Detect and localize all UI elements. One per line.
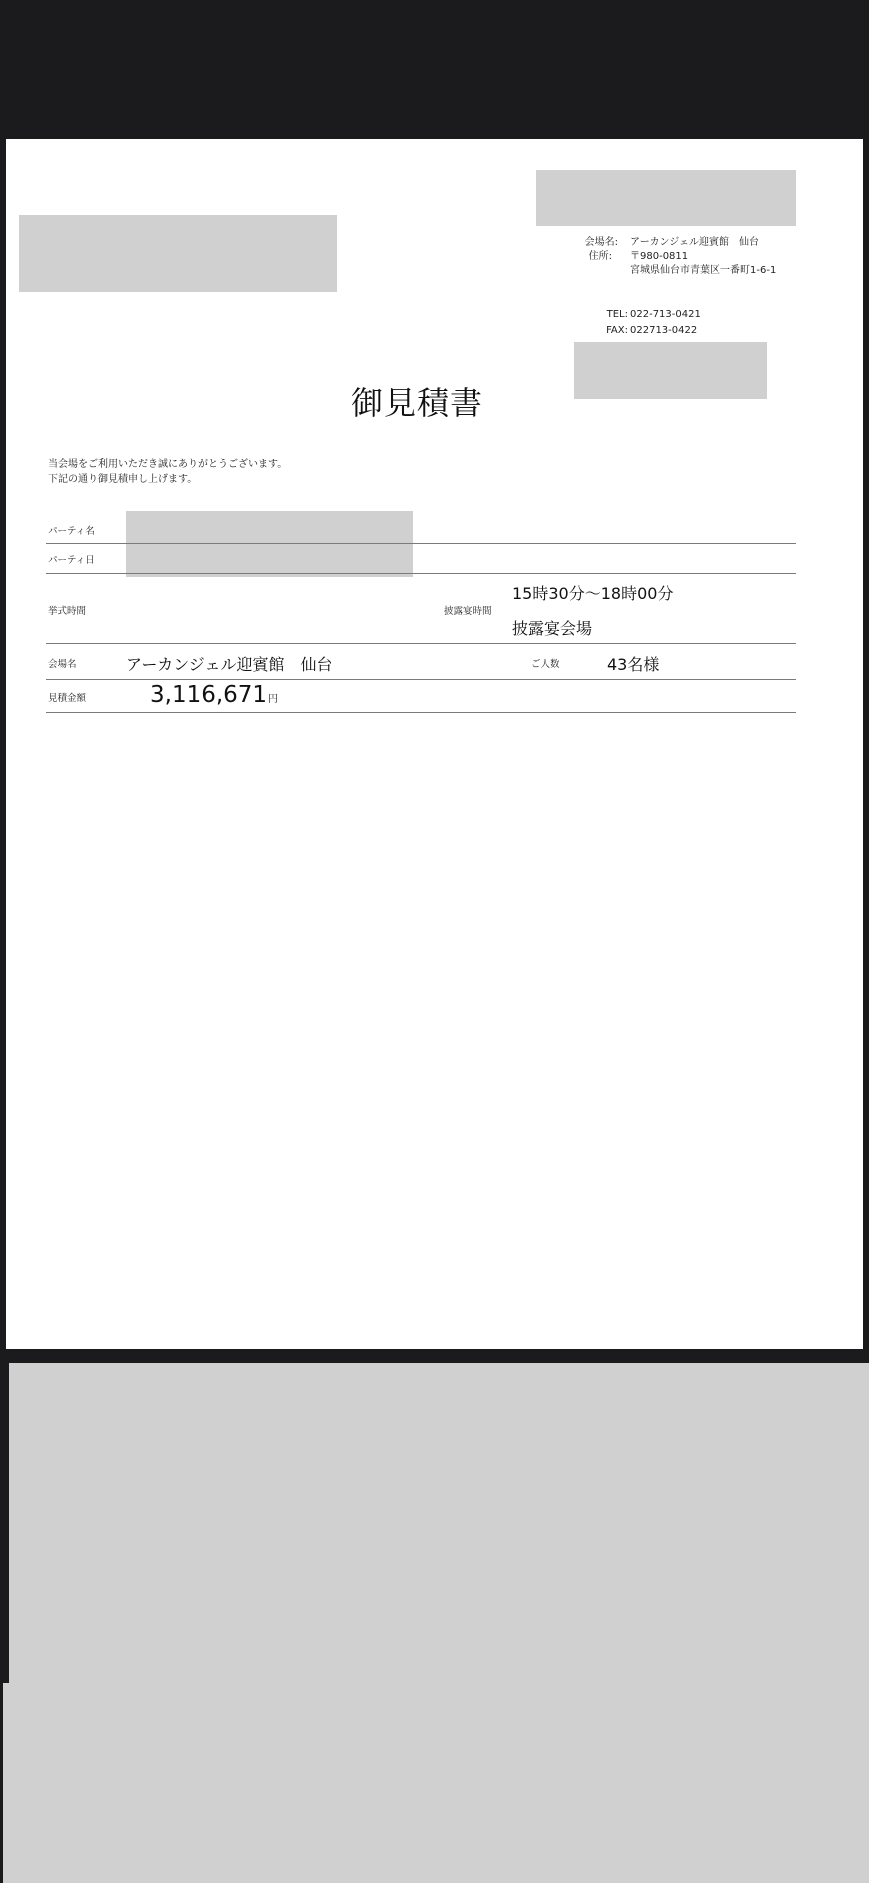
ceremony-time-label: 挙式時間: [48, 606, 87, 617]
estimate-label: 見積金額: [48, 693, 87, 704]
redacted-logo-area: [536, 170, 796, 226]
venue-name-value: アーカンジェル迎賓館 仙台: [630, 237, 760, 248]
venue-value: アーカンジェル迎賓館 仙台: [126, 655, 333, 674]
address-label: 住所:: [588, 251, 612, 262]
currency-unit: 円: [268, 694, 278, 705]
redacted-recipient-area: [19, 215, 337, 292]
guests-value: 43名様: [607, 655, 660, 674]
reception-hall-value: 披露宴会場: [512, 619, 593, 638]
greeting-text: [48, 457, 287, 487]
document-page: [6, 139, 863, 1349]
estimate-amount: 3,116,671: [150, 682, 268, 708]
party-date-label: パーティ日: [48, 555, 95, 566]
row-divider: [46, 573, 796, 574]
fax-value: 022713-0422: [630, 325, 698, 336]
reception-time-label: 披露宴時間: [444, 606, 492, 617]
row-divider: [46, 679, 796, 680]
document-title: 御見積書: [350, 384, 483, 422]
redacted-bottom-panel: [9, 1363, 869, 1683]
greeting-line-2: 下記の通り御見積申し上げます。: [48, 474, 198, 485]
row-divider: [46, 643, 796, 644]
reception-time-value: 15時30分～18時00分: [512, 584, 674, 603]
row-divider: [46, 712, 796, 713]
tel-label: TEL:: [606, 309, 628, 320]
top-black-bar: [0, 0, 869, 138]
address-value: 宮城県仙台市青葉区一番町1-6-1: [630, 265, 777, 276]
row-divider: [46, 543, 796, 544]
venue-label: 会場名: [48, 659, 77, 670]
tel-value: 022-713-0421: [630, 309, 701, 320]
postal-code: 〒980-0811: [630, 251, 689, 262]
redacted-bottom-panel-lower: [3, 1683, 869, 1883]
greeting-line-1: 当会場をご利用いただき誠にありがとうございます。: [48, 459, 288, 470]
guests-label: ご人数: [531, 659, 560, 670]
party-name-label: パーティ名: [48, 526, 95, 537]
venue-name-label: 会場名:: [584, 237, 618, 248]
redacted-party-info: [126, 511, 413, 577]
fax-label: FAX:: [606, 325, 628, 336]
